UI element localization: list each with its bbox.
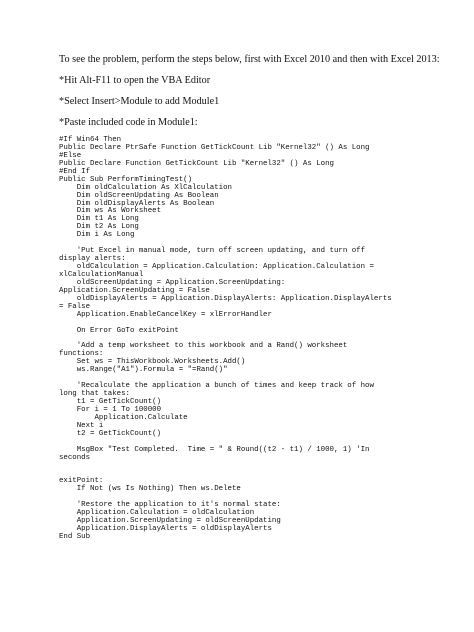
code-line: For i = 1 To 100000 (59, 405, 162, 414)
code-line: Dim t1 As Long (59, 215, 139, 224)
intro-paragraph: To see the problem, perform the steps below, first with Excel 2010 and then with Excel 2013: (59, 54, 440, 65)
step-paste-code: *Paste included code in Module1: (59, 117, 198, 128)
code-line: display alerts: (59, 255, 126, 264)
code-line: Dim oldCalculation As XlCalculation (59, 183, 232, 192)
code-line: seconds (59, 453, 91, 462)
code-line: 'Add a temp worksheet to this workbook and a Rand() worksheet (59, 342, 348, 351)
code-line: ws.Range("A1").Formula = "=Rand()" (59, 366, 228, 375)
code-line: = False (59, 302, 91, 311)
code-line: t1 = GetTickCount() (59, 397, 162, 406)
code-line: Application.Calculate (59, 413, 188, 422)
code-line: Dim oldDisplayAlerts As Boolean (59, 199, 215, 208)
code-line: #If Win64 Then (59, 136, 122, 144)
code-line: oldDisplayAlerts = Application.DisplayAlerts: Application.DisplayAlerts (59, 294, 392, 303)
code-line: 'Restore the application to it's normal state: (59, 501, 281, 510)
step-open-vba-editor: *Hit Alt-F11 to open the VBA Editor (59, 75, 211, 86)
code-line: Application.ScreenUpdating = oldScreenUpdating (59, 517, 281, 525)
code-line: Application.EnableCancelKey = xlErrorHandler (59, 310, 272, 319)
code-line: Dim oldScreenUpdating As Boolean (59, 191, 219, 200)
code-line: Application.ScreenUpdating = False (59, 286, 210, 295)
code-line: End Sub (59, 532, 91, 541)
code-line: xlCalculationManual (59, 270, 144, 279)
code-line: long that takes: (59, 390, 130, 398)
code-line: Public Declare Function GetTickCount Lib "Kernel32" () As Long (59, 159, 334, 168)
step-insert-module: *Select Insert>Module to add Module1 (59, 96, 220, 107)
code-line: Next i (59, 421, 104, 430)
code-line: On Error GoTo exitPoint (59, 326, 179, 335)
code-line: functions: (59, 350, 104, 359)
code-line: 'Recalculate the application a bunch of times and keep track of how (59, 382, 374, 391)
code-line (59, 462, 392, 470)
code-line: Dim t2 As Long (59, 223, 139, 232)
code-line: Set ws = ThisWorkbook.Worksheets.Add() (59, 358, 246, 367)
code-line: If Not (ws Is Nothing) Then ws.Delete (59, 485, 241, 494)
code-line: exitPoint: (59, 477, 104, 486)
code-line: Dim ws As Worksheet (59, 207, 162, 216)
code-line: Public Sub PerformTimingTest() (59, 175, 193, 184)
code-line: oldScreenUpdating = Application.ScreenUpdating: (59, 278, 286, 287)
code-line (59, 470, 392, 478)
code-line: oldCalculation = Application.Calculation: Application.Calculation = (59, 263, 374, 271)
code-line: 'Put Excel in manual mode, turn off screen updating, and turn off (59, 247, 366, 256)
code-line: #Else (59, 151, 82, 160)
code-line: Public Declare PtrSafe Function GetTickCount Lib "Kernel32" () As Long (59, 143, 370, 152)
code-line: MsgBox "Test Completed. Time = " & Round((t2 - t1) / 1000, 1) 'In (59, 445, 370, 454)
vba-code-block (59, 137, 392, 542)
code-line: Application.Calculation = oldCalculation (59, 509, 255, 518)
code-line: Dim i As Long (59, 231, 135, 240)
code-line: t2 = GetTickCount() (59, 429, 162, 438)
code-line: #End If (59, 167, 91, 176)
code-line: Application.DisplayAlerts = oldDisplayAlerts (59, 524, 272, 533)
